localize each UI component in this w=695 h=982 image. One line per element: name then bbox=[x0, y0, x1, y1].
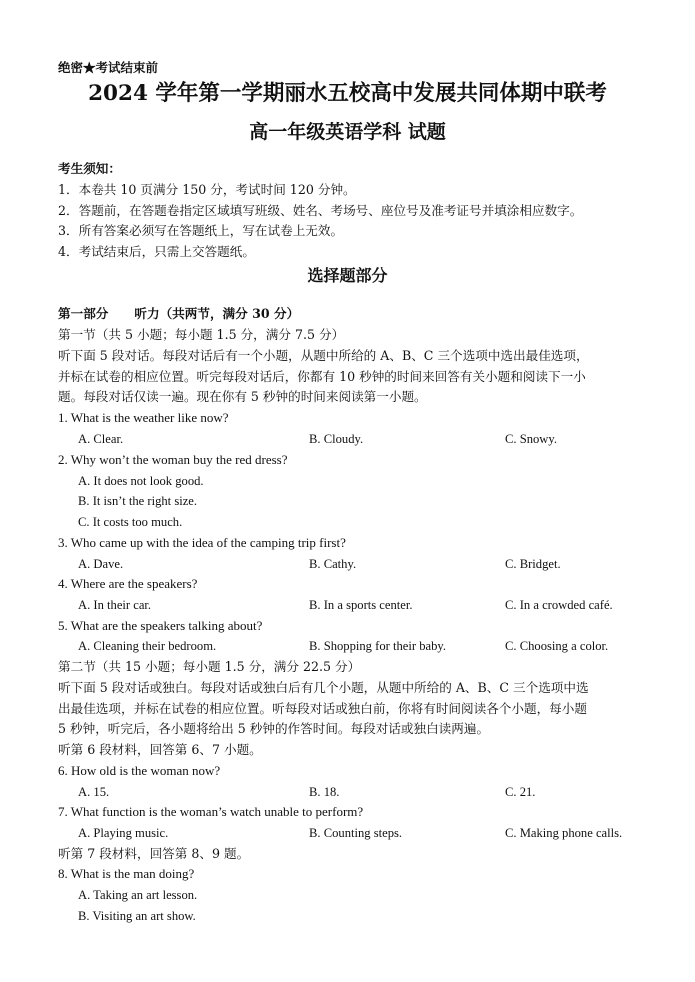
instruction-line: 并标在试卷的相应位置。听完每段对话后，你都有 10 秒钟的时间来回答有关小题和阅读下一小 bbox=[58, 369, 586, 384]
instruction-line: 题。每段对话仅读一遍。现在你有 5 秒钟的时间来阅读第一小题。 bbox=[58, 389, 427, 404]
option-c: C. Bridget. bbox=[505, 557, 561, 571]
option-c: C. 21. bbox=[505, 785, 536, 799]
instruction-line: 听下面 5 段对话或独白。每段对话或独白后有几个小题，从题中所给的 A、B、C 三个选项中选 bbox=[58, 680, 589, 695]
section-heading bbox=[58, 306, 299, 322]
option-a: A. 15. bbox=[78, 785, 110, 799]
confidential-label: 绝密★考试结束前 bbox=[58, 60, 159, 75]
instruction-line: 出最佳选项，并标在试卷的相应位置。听每段对话或独白前，你将有时间阅读各个小题，每小题 bbox=[58, 701, 587, 716]
instruction-line: 5 秒钟，听完后，各小题将给出 5 秒钟的作答时间。每段对话或独白读两遍。 bbox=[58, 721, 490, 736]
option-b: B. 18. bbox=[309, 785, 340, 799]
notice-item: 4．考试结束后，只需上交答题纸。 bbox=[58, 244, 255, 259]
option-b: B. Counting steps. bbox=[309, 826, 403, 840]
part-title: 听力（共两节，满分 30 分） bbox=[134, 306, 300, 321]
material-label: 听第 6 段材料，回答第 6、7 小题。 bbox=[58, 742, 262, 757]
option-b: B. Cloudy. bbox=[309, 432, 364, 446]
instruction-line: 听下面 5 段对话。每段对话后有一个小题，从题中所给的 A、B、C 三个选项中选出最佳选项， bbox=[58, 348, 589, 363]
option-c: C. Choosing a color. bbox=[505, 639, 609, 653]
option-b: B. Shopping for their baby. bbox=[309, 639, 446, 653]
subsection-title: 第一节（共 5 小题；每小题 1.5 分，满分 7.5 分） bbox=[58, 327, 345, 342]
option-c: C. In a crowded café. bbox=[505, 598, 613, 612]
option-a: A. Clear. bbox=[78, 432, 124, 446]
question-text: 7. What function is the woman’s watch unable to perform? bbox=[58, 804, 364, 819]
question-text: 6. How old is the woman now? bbox=[58, 763, 221, 778]
option-a: A. Dave. bbox=[78, 557, 124, 571]
option-b: B. It isn’t the right size. bbox=[78, 494, 198, 508]
exam-title: 2024 学年第一学期丽水五校高中发展共同体期中联考 bbox=[88, 81, 607, 106]
question-text: 8. What is the man doing? bbox=[58, 866, 195, 881]
notice-item: 1．本卷共 10 页满分 150 分，考试时间 120 分钟。 bbox=[58, 182, 356, 197]
option-b: B. Cathy. bbox=[309, 557, 357, 571]
option-c: C. It costs too much. bbox=[78, 515, 183, 529]
option-c: C. Snowy. bbox=[505, 432, 558, 446]
option-a: A. In their car. bbox=[78, 598, 152, 612]
subsection-title: 第二节（共 15 小题；每小题 1.5 分，满分 22.5 分） bbox=[58, 659, 361, 674]
notice-item: 3．所有答案必须写在答题纸上，写在试卷上无效。 bbox=[58, 223, 344, 238]
option-c: C. Making phone calls. bbox=[505, 826, 623, 840]
part-heading: 选择题部分 bbox=[307, 266, 388, 285]
question-text: 2. Why won’t the woman buy the red dress? bbox=[58, 452, 288, 467]
question-text: 5. What are the speakers talking about? bbox=[58, 618, 263, 633]
question-text: 3. Who came up with the idea of the camping trip first? bbox=[58, 535, 346, 550]
material-label: 听第 7 段材料，回答第 8、9 题。 bbox=[58, 846, 250, 861]
option-b: B. In a sports center. bbox=[309, 598, 413, 612]
question-text: 4. Where are the speakers? bbox=[58, 576, 198, 591]
notice-heading: 考生须知： bbox=[58, 161, 121, 176]
option-a: A. Cleaning their bedroom. bbox=[78, 639, 217, 653]
option-b: B. Visiting an art show. bbox=[78, 909, 196, 923]
exam-subtitle: 高一年级英语学科 试题 bbox=[249, 121, 446, 143]
option-a: A. Taking an art lesson. bbox=[78, 888, 198, 902]
option-a: A. It does not look good. bbox=[78, 474, 204, 488]
part-label: 第一部分 bbox=[58, 306, 109, 321]
notice-item: 2．答题前，在答题卷指定区域填写班级、姓名、考场号、座位号及准考证号并填涂相应数字。 bbox=[58, 203, 583, 218]
question-text: 1. What is the weather like now? bbox=[58, 410, 229, 425]
option-a: A. Playing music. bbox=[78, 826, 169, 840]
